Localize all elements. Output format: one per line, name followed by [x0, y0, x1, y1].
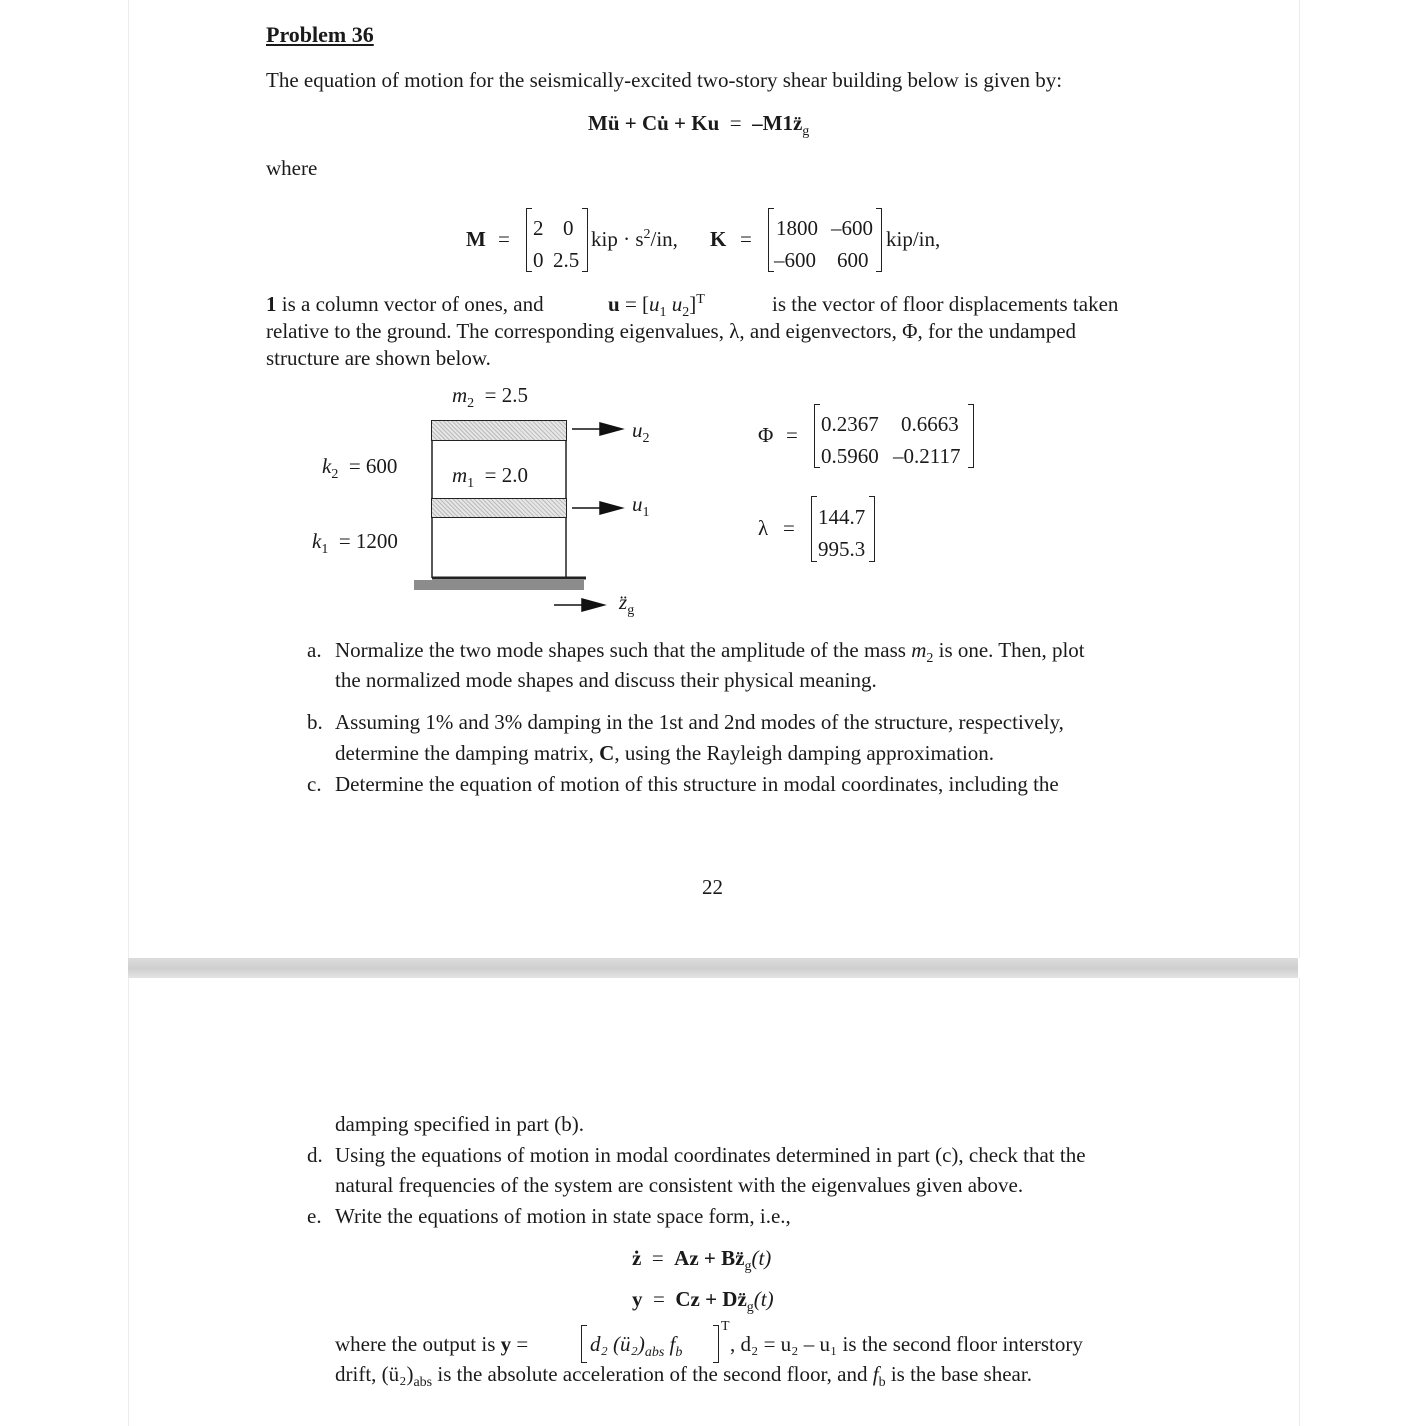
K-equals: =	[740, 227, 752, 251]
output-vector: d₂ $(ü_2)_{abs}$ $f_b$	[581, 1325, 719, 1363]
k2-label: $k_2 = 600$	[322, 454, 398, 483]
lambda-equals: =	[783, 516, 795, 540]
output-transpose: T	[721, 1319, 730, 1334]
m1-label: $m_1 = 2.0$	[452, 463, 529, 492]
item-a-letter: a.	[307, 638, 322, 662]
para-line2: relative to the ground. The corresponding eigenvalues, λ, and eigenvectors, Φ, for the undamped	[266, 319, 1077, 343]
K-unit: kip/in,	[886, 227, 941, 251]
where-label: where	[266, 156, 318, 180]
equation-of-motion: Mü + Cu̇ + $Ku = -M1z̈_g$	[588, 111, 810, 140]
k1-label: $k_1 = 1200$	[312, 529, 398, 558]
Phi-equals: =	[786, 423, 798, 447]
m2-label: $m_2 = 2.5$	[452, 383, 529, 412]
item-b-line1: Assuming 1% and 3% damping in the 1st and 2nd modes of the structure, respectively,	[335, 710, 1064, 734]
item-d-line2: natural frequencies of the system are consistent with the eigenvalues given above.	[335, 1173, 1024, 1197]
M-label: M	[466, 227, 486, 251]
page-number: 22	[702, 875, 723, 899]
item-a-line1: Normalize the two mode shapes such that the amplitude of the mass $m_2$ is one. Then, plot	[335, 638, 1085, 667]
M-unit: kip · $s^2/in$,	[591, 227, 678, 251]
K-label: K	[710, 227, 727, 251]
u1-label: $u_1$	[632, 492, 650, 521]
state-eq-2: $y = Cz + Dz̈_g(t)$	[632, 1287, 774, 1316]
problem-title: Problem 36	[266, 22, 374, 47]
item-a-line2: the normalized mode shapes and discuss their physical meaning.	[335, 668, 877, 692]
u-vector-desc: is the vector of floor displacements taken	[772, 292, 1119, 316]
u2-label: $u_2$	[632, 418, 650, 447]
item-c-letter: c.	[307, 772, 322, 796]
floor-1-mass	[431, 498, 567, 518]
u-vector: $u = [u_1$ $u_2]^T$	[608, 292, 705, 321]
zg-label: $z̈_g$	[619, 590, 635, 619]
ones-vector-text: 1 is a column vector of ones, and	[266, 292, 544, 316]
item-e-line1: Write the equations of motion in state space form, i.e.,	[335, 1204, 791, 1228]
lambda-vector: 144.7 995.3	[811, 496, 875, 562]
item-c-line2: damping specified in part (b).	[335, 1112, 585, 1136]
item-c-line1: Determine the equation of motion of this structure in modal coordinates, including the	[335, 772, 1059, 796]
output-line1: where the output is y =	[335, 1332, 529, 1356]
output-line1b: , d₂ = u₂ – u₁ is the second floor interstory	[730, 1332, 1083, 1356]
M-matrix: 2 0 0 2.5	[526, 208, 588, 272]
page-gap	[128, 958, 1298, 978]
item-b-letter: b.	[307, 710, 323, 734]
Phi-matrix: 0.2367 0.6663 0.5960 –0.2117	[814, 404, 974, 468]
intro-text: The equation of motion for the seismically-excited two-story shear building below is given by:	[266, 68, 1063, 92]
item-e-letter: e.	[307, 1204, 322, 1228]
floor-2-mass	[431, 420, 567, 441]
state-eq-1: ż = $Az + Bz̈_g(t)$	[632, 1246, 772, 1275]
item-d-line1: Using the equations of motion in modal coordinates determined in part (c), check that the	[335, 1143, 1086, 1167]
M-equals: =	[498, 227, 510, 251]
item-b-line2: determine the damping matrix, C, using the Rayleigh damping approximation.	[335, 741, 995, 765]
K-matrix: 1800 –600 –600 600	[768, 208, 882, 272]
lambda-label: λ	[758, 516, 769, 540]
para-line3: structure are shown below.	[266, 346, 491, 370]
ground-hatch	[414, 580, 584, 590]
output-line2: drift, $(ü_2)_{abs}$ is the absolute acceleration of the second floor, and $f_b$ is the base shear.	[335, 1362, 1032, 1391]
Phi-label: Φ	[758, 423, 774, 447]
item-d-letter: d.	[307, 1143, 323, 1167]
